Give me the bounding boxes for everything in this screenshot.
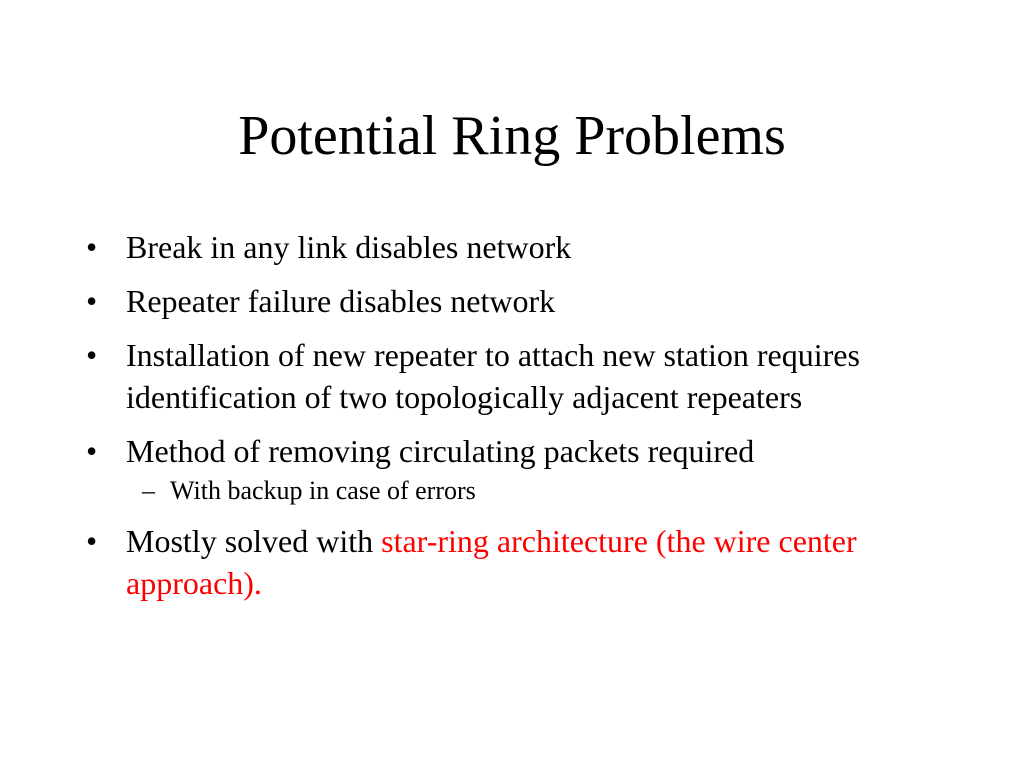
bullet-text: Break in any link disables network xyxy=(126,229,572,265)
bullet-text: Installation of new repeater to attach new station requires identification of two topologically adjacent repeaters xyxy=(126,337,860,415)
bullet-item xyxy=(84,430,964,472)
bullet-icon: • xyxy=(86,433,98,469)
bullet-text: Method of removing circulating packets required xyxy=(126,433,755,469)
bullet-text-plain: Mostly solved with xyxy=(126,523,382,559)
bullet-text-highlight: star-ring architecture (the wire center approach). xyxy=(126,523,857,601)
dash-icon: – xyxy=(142,476,155,505)
bullet-icon: • xyxy=(86,523,98,559)
bullet-item xyxy=(84,334,964,418)
bullet-icon: • xyxy=(86,229,98,265)
slide-title: Potential Ring Problems xyxy=(238,105,786,167)
sub-bullet-item xyxy=(84,474,964,508)
sub-bullet-text: With backup in case of errors xyxy=(170,476,476,505)
bullet-item xyxy=(84,520,964,604)
bullet-text: Repeater failure disables network xyxy=(126,283,556,319)
bullet-icon: • xyxy=(86,283,98,319)
bullet-list xyxy=(84,226,964,616)
bullet-icon: • xyxy=(86,337,98,373)
bullet-item xyxy=(84,226,964,268)
bullet-item xyxy=(84,280,964,322)
